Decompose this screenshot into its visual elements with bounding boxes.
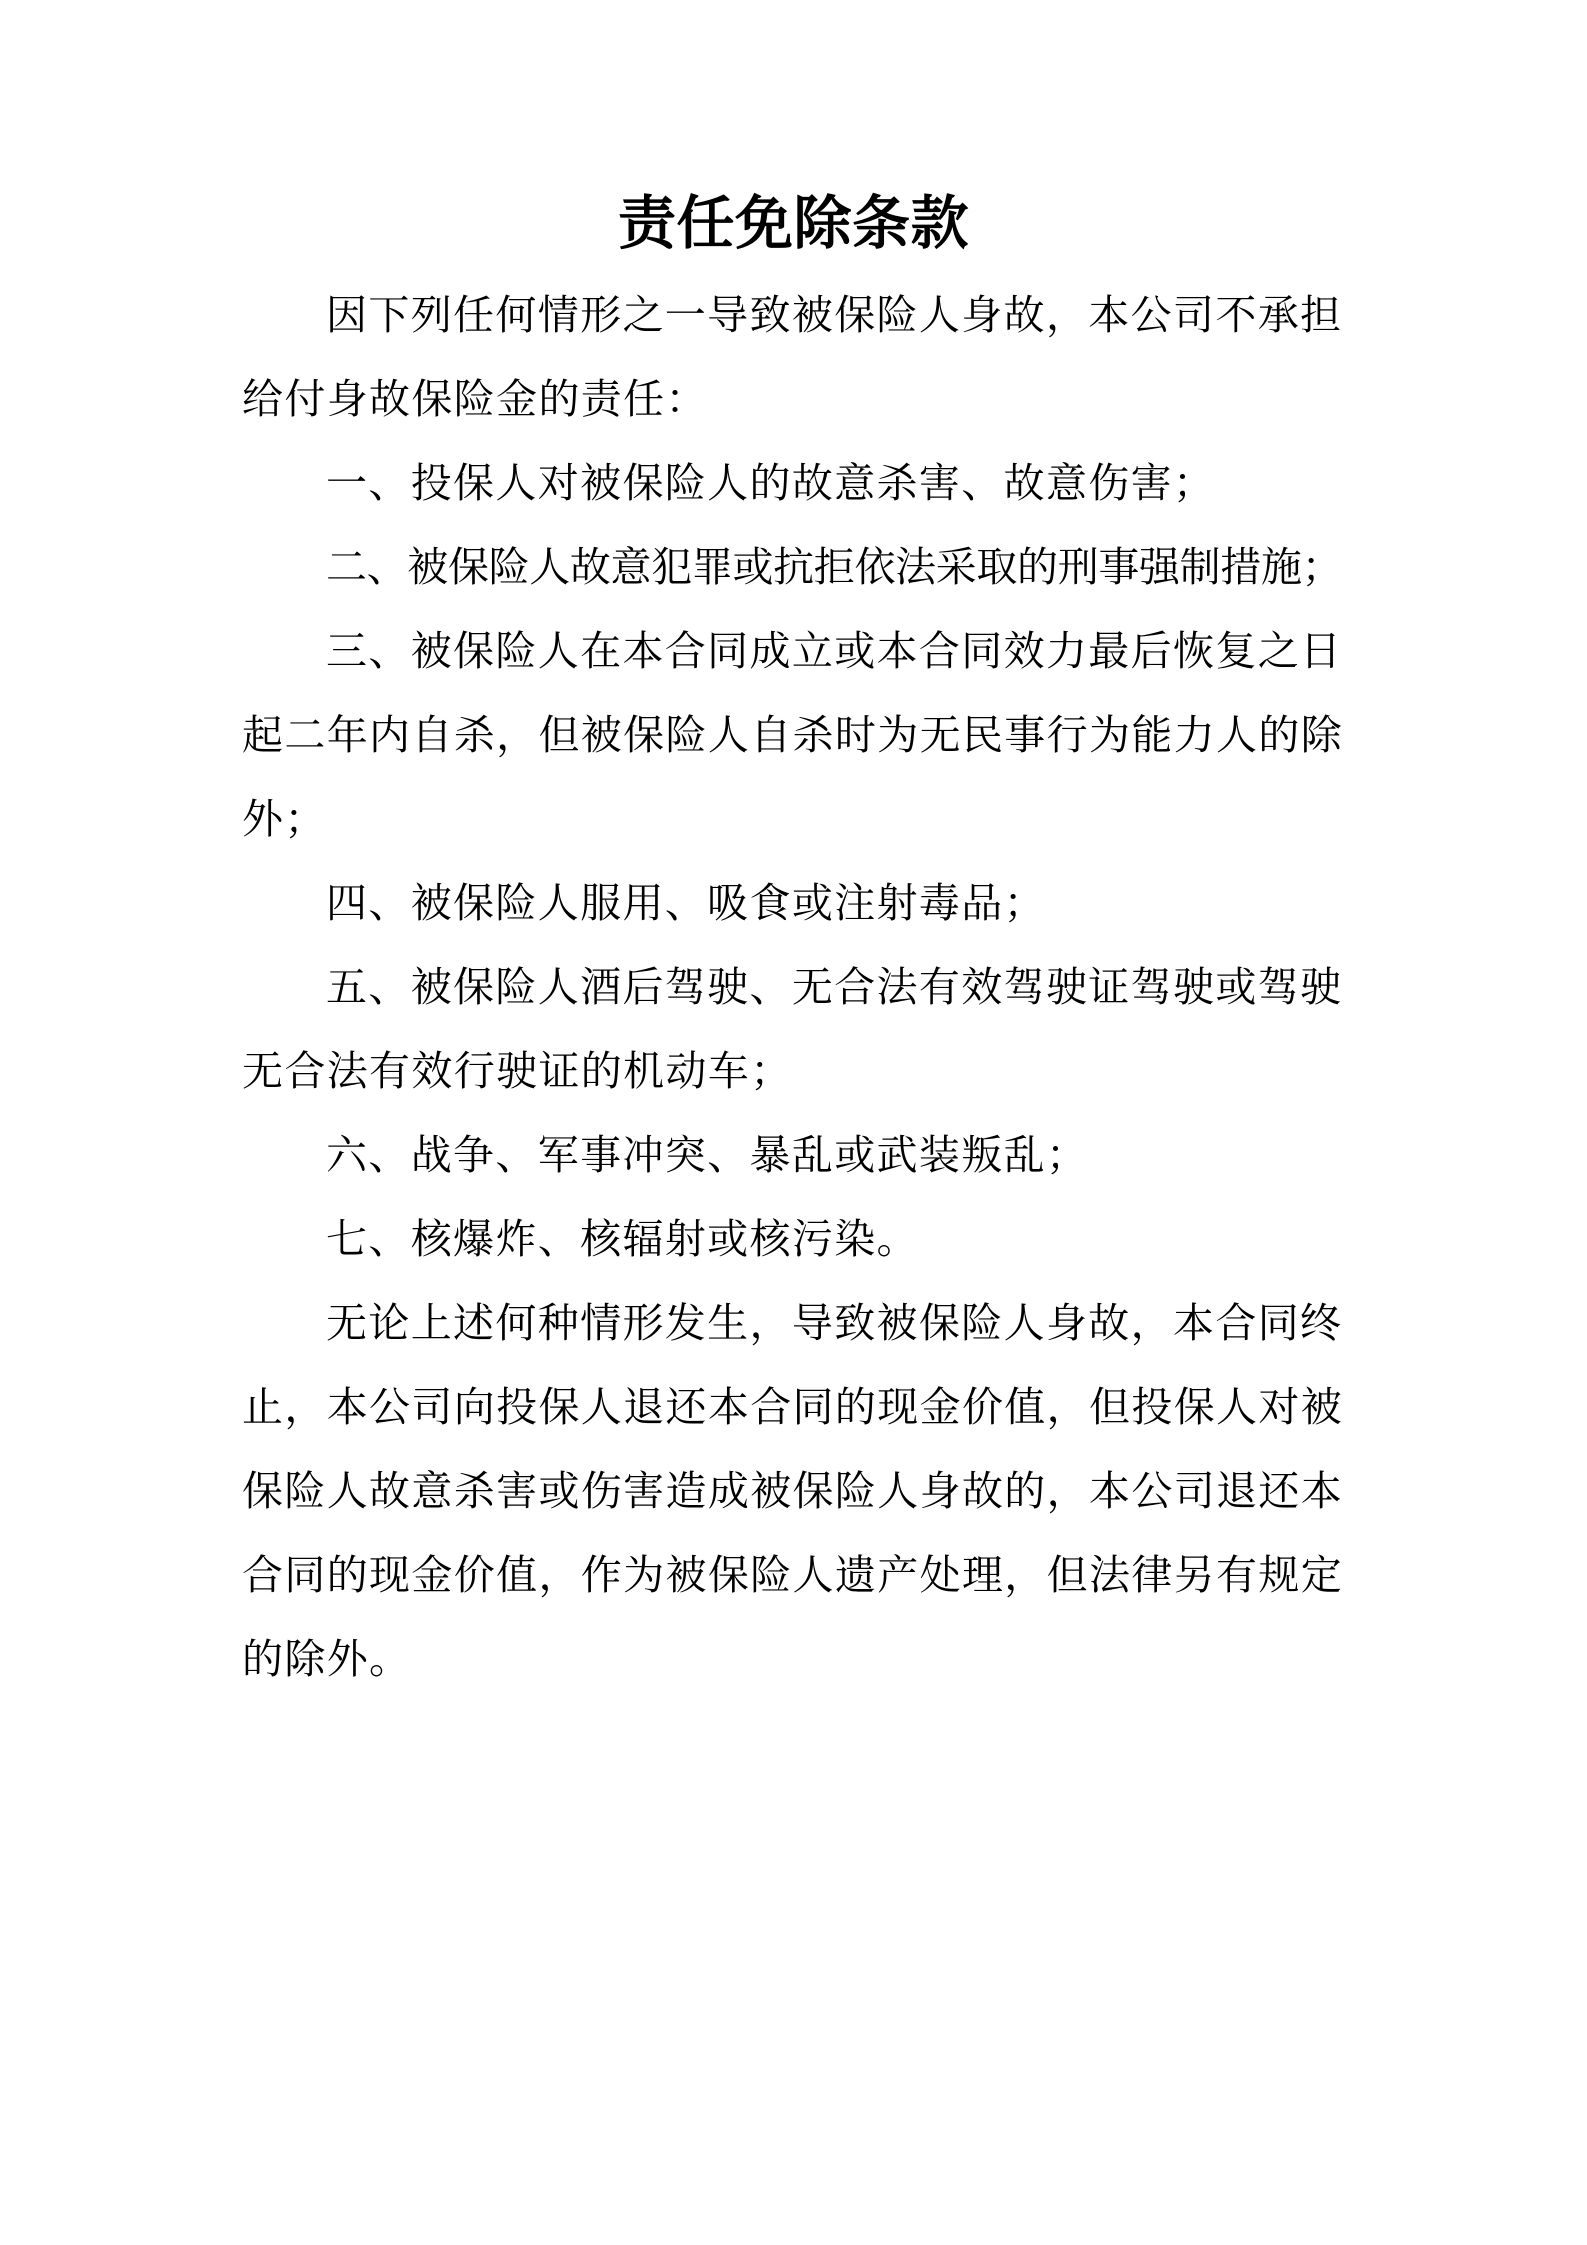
text-line: 无合法有效行驶证的机动车； (242, 1048, 793, 1094)
text-line: 一、投保人对被保险人的故意杀害、故意伤害； (326, 460, 1216, 506)
text-line: 因下列任何情形之一导致被保险人身故，本公司不承担 (326, 292, 1343, 338)
page-title: 责任免除条款 (617, 191, 969, 256)
text-line: 七、核爆炸、核辐射或核污染。 (326, 1216, 919, 1262)
text-line: 外； (242, 796, 327, 842)
text-line: 无论上述何种情形发生，导致被保险人身故，本合同终 (326, 1300, 1343, 1346)
text-line: 给付身故保险金的责任： (242, 376, 708, 422)
text-line: 的除外。 (242, 1636, 412, 1682)
text-line: 二、被保险人故意犯罪或抗拒依法采取的刑事强制措施； (326, 544, 1343, 590)
text-line: 四、被保险人服用、吸食或注射毒品； (326, 880, 1046, 926)
text-line: 起二年内自杀，但被保险人自杀时为无民事行为能力人的除 (242, 712, 1344, 758)
text-line: 三、被保险人在本合同成立或本合同效力最后恢复之日 (326, 628, 1343, 674)
text-line: 五、被保险人酒后驾驶、无合法有效驾驶证驾驶或驾驶 (326, 964, 1343, 1010)
text-line: 止，本公司向投保人退还本合同的现金价值，但投保人对被 (242, 1384, 1344, 1430)
text-line: 保险人故意杀害或伤害造成被保险人身故的，本公司退还本 (242, 1468, 1344, 1514)
text-line: 合同的现金价值，作为被保险人遗产处理，但法律另有规定 (242, 1552, 1344, 1598)
document-body (242, 273, 1346, 1701)
text-line: 六、战争、军事冲突、暴乱或武装叛乱； (326, 1132, 1089, 1178)
